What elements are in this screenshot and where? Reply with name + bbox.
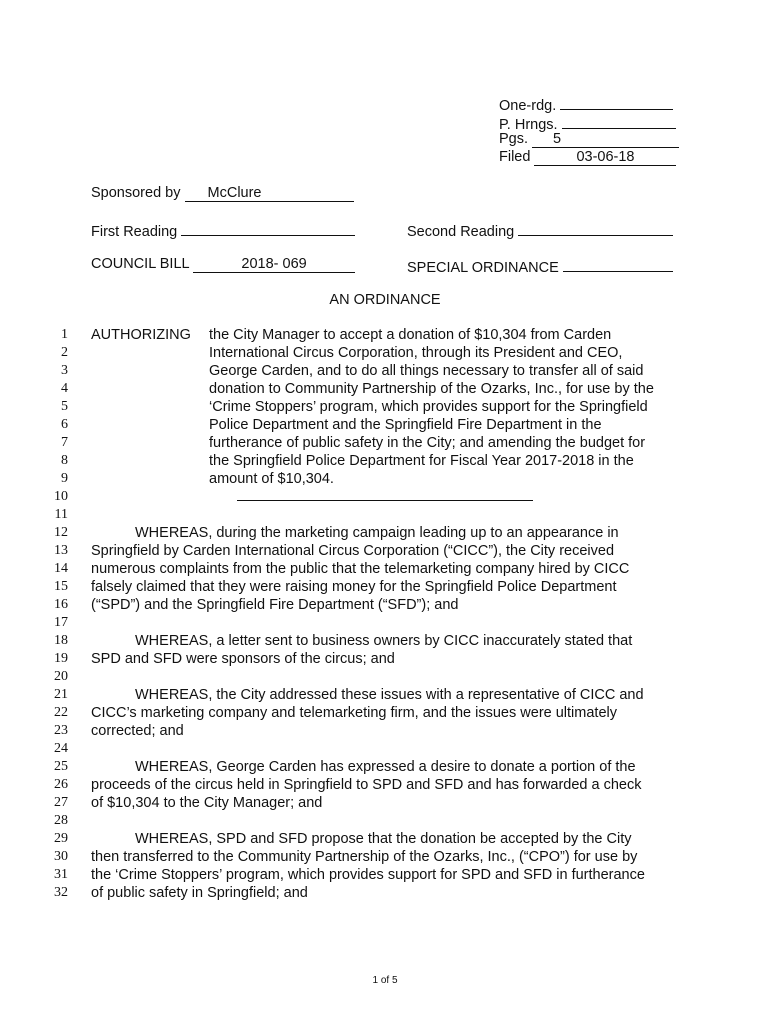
special-ordinance-field [563, 255, 673, 272]
sponsored-field [185, 185, 354, 202]
authorizing-line: the Springfield Police Department for Fiscal Year 2017-2018 in the [209, 453, 634, 469]
page-footer: 1 of 5 [372, 975, 398, 986]
line-number: 2 [61, 345, 68, 360]
whereas-line: (“SPD”) and the Springfield Fire Department (“SFD”); and [91, 597, 459, 613]
whereas-line: numerous complaints from the public that the telemarketing company hired by CICC [91, 561, 630, 577]
line-number: 6 [61, 417, 68, 432]
line-number: 3 [61, 363, 68, 378]
sponsored-value: McClure [207, 185, 262, 201]
whereas-line: of $10,304 to the City Manager; and [91, 795, 323, 811]
first-reading-label: First Reading [91, 224, 178, 240]
filed-field: 03-06-18 [534, 149, 676, 166]
one-rdg-label: One-rdg. [499, 98, 557, 114]
line-number: 21 [54, 687, 68, 702]
line-number: 15 [54, 579, 68, 594]
whereas-line: then transferred to the Community Partnership of the Ozarks, Inc., (“CPO”) for use by [91, 849, 638, 865]
line-number: 32 [54, 885, 68, 900]
authorizing-line: donation to Community Partnership of the Ozarks, Inc., for use by the [209, 381, 654, 397]
line-number: 29 [54, 831, 68, 846]
whereas-line: corrected; and [91, 723, 184, 739]
line-number: 5 [61, 399, 68, 414]
authorizing-line: George Carden, and to do all things necessary to transfer all of said [209, 363, 644, 379]
whereas-line: proceeds of the circus held in Springfield to SPD and SFD and has forwarded a check [91, 777, 642, 793]
line-number: 7 [61, 435, 68, 450]
line-number: 26 [54, 777, 68, 792]
council-bill-row [91, 255, 355, 273]
line-number: 28 [54, 813, 68, 828]
line-number: 4 [61, 381, 68, 396]
header-pgs [499, 130, 679, 148]
line-number: 16 [54, 597, 68, 612]
line-number: 9 [61, 471, 68, 486]
line-number: 1 [61, 327, 68, 342]
authorizing-line: furtherance of public safety in the City; and amending the budget for [209, 435, 646, 451]
whereas-line: SPD and SFD were sponsors of the circus; and [91, 651, 395, 667]
line-number: 13 [54, 543, 68, 558]
second-reading-row [407, 219, 673, 241]
line-number: 25 [54, 759, 68, 774]
first-reading-row [91, 219, 355, 241]
authorizing-line: Police Department and the Springfield Fire Department in the [209, 417, 602, 433]
council-bill-value: 2018- 069 [241, 256, 307, 272]
authorizing-line: amount of $10,304. [209, 471, 334, 487]
line-number: 10 [54, 489, 68, 504]
sponsored-row [91, 184, 354, 202]
second-reading-field [518, 219, 673, 236]
council-bill-field [193, 256, 355, 273]
whereas-line: falsely claimed that they were raising money for the Springfield Police Department [91, 579, 617, 595]
ordinance-title: AN ORDINANCE [329, 292, 441, 308]
whereas-line: WHEREAS, a letter sent to business owners by CICC inaccurately stated that [135, 633, 633, 649]
line-number: 19 [54, 651, 68, 666]
second-reading-label: Second Reading [407, 224, 515, 240]
line-number: 12 [54, 525, 68, 540]
pgs-value: 5 [553, 131, 562, 147]
separator-line [237, 500, 533, 501]
special-ordinance-label: SPECIAL ORDINANCE [407, 260, 559, 276]
pgs-field [532, 131, 679, 148]
whereas-line: the ‘Crime Stoppers’ program, which provides support for SPD and SFD in furtherance [91, 867, 645, 883]
header-filed [499, 148, 676, 166]
whereas-line: CICC’s marketing company and telemarketing firm, and the issues were ultimately [91, 705, 617, 721]
first-reading-field [181, 219, 355, 236]
p-hrngs-label: P. Hrngs. [499, 117, 558, 133]
line-number: 23 [54, 723, 68, 738]
line-number: 18 [54, 633, 68, 648]
authorizing-label: AUTHORIZING [91, 327, 191, 343]
pgs-label: Pgs. [499, 131, 529, 147]
whereas-line: Springfield by Carden International Circus Corporation (“CICC”), the City received [91, 543, 615, 559]
whereas-line: WHEREAS, SPD and SFD propose that the donation be accepted by the City [135, 831, 632, 847]
line-number: 22 [54, 705, 68, 720]
whereas-line: WHEREAS, during the marketing campaign leading up to an appearance in [135, 525, 619, 541]
line-number: 31 [54, 867, 68, 882]
line-number: 17 [54, 615, 68, 630]
authorizing-line: International Circus Corporation, through its President and CEO, [209, 345, 623, 361]
council-bill-label: COUNCIL BILL [91, 256, 190, 272]
line-number: 14 [54, 561, 68, 576]
sponsored-label: Sponsored by [91, 185, 181, 201]
whereas-line: WHEREAS, George Carden has expressed a desire to donate a portion of the [135, 759, 636, 775]
line-number: 27 [54, 795, 68, 810]
whereas-line: of public safety in Springfield; and [91, 885, 308, 901]
line-number: 20 [54, 669, 68, 684]
filed-label: Filed [499, 149, 531, 165]
p-hrngs-field [562, 112, 676, 129]
special-ordinance-row [407, 255, 673, 277]
line-number: 11 [54, 507, 68, 522]
authorizing-line: the City Manager to accept a donation of $10,304 from Carden [209, 327, 612, 343]
line-number: 8 [61, 453, 68, 468]
line-number: 24 [54, 741, 68, 756]
whereas-line: WHEREAS, the City addressed these issues with a representative of CICC and [135, 687, 644, 703]
line-number: 30 [54, 849, 68, 864]
authorizing-line: ‘Crime Stoppers’ program, which provides support for the Springfield [209, 399, 648, 415]
one-rdg-field [560, 93, 673, 110]
